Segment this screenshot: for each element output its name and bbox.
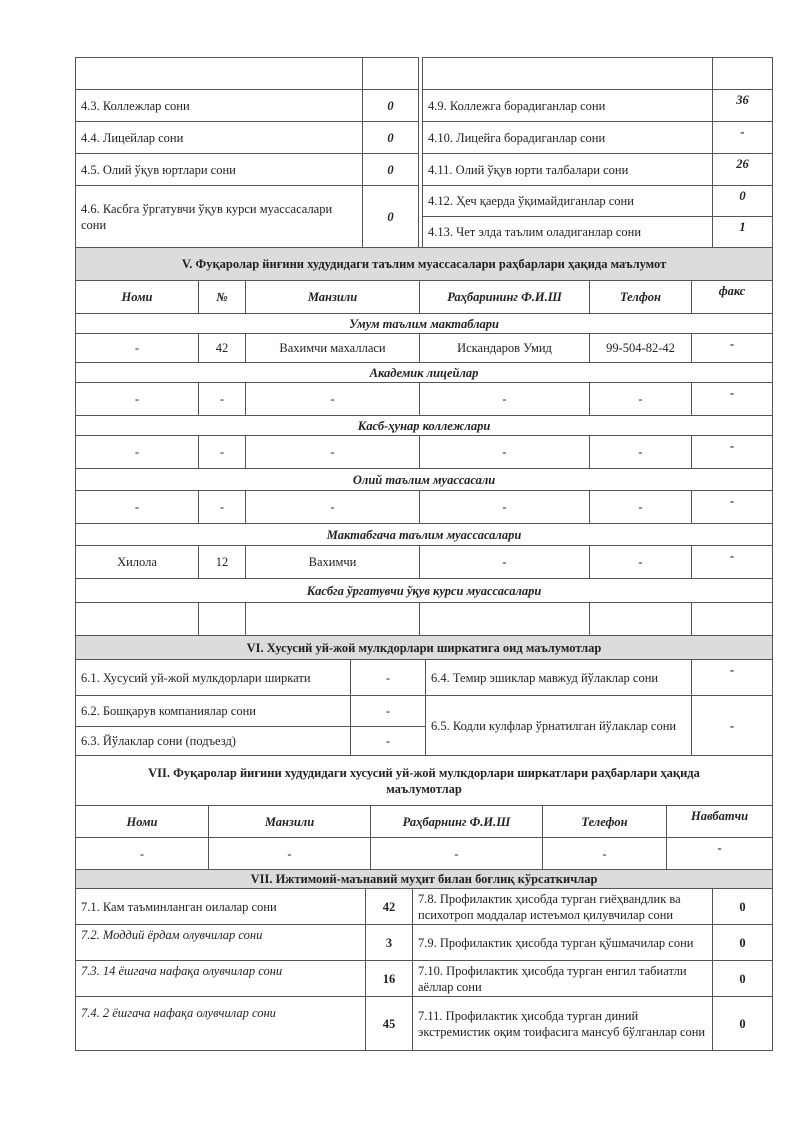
section-vii-indicators-title: VII. Ижтимоий-маънавий муҳит билан боғлиқ кўрсаткичлар <box>76 870 773 889</box>
document-page <box>75 57 772 1051</box>
table-row: - 42 Вахимчи махалласи Искандаров Умид 99-504-82-42 - <box>76 334 773 363</box>
section-v-title: V. Фуқаролар йиғини худудидаги таълим муассасалари раҳбарлари ҳақида маълумот <box>76 248 773 281</box>
label-4-9: 4.9. Коллежга борадиганлар сони <box>423 90 713 122</box>
value-4-4: 0 <box>363 122 419 154</box>
housing-leaders-table <box>75 755 773 870</box>
education-stats-table <box>75 57 773 248</box>
table-row <box>76 186 773 217</box>
table-row: 7.4. 2 ёшгача нафақа олувчилар сони 45 7.11. Профилактик ҳисобда турган диний экстремистик оқим тоифасига мансуб бўлганлар сони 0 <box>76 997 773 1051</box>
table-row: 7.1. Кам таъминланган оилалар сони 42 7.8. Профилактик ҳисобда турган гиёҳвандлик ва психотроп моддалар истеъмол қилувчилар сони 0 <box>76 889 773 925</box>
table-row: 6.3. Йўлаклар сони (подъезд) - <box>76 727 773 756</box>
label-4-12: 4.12. Ҳеч қаерда ўқимайдиганлар сони <box>423 186 713 217</box>
group-title: Касбга ўргатувчи ўқув курси муассасалари <box>76 579 773 603</box>
table-row: - - - - - - <box>76 491 773 524</box>
header-row: Номи Манзили Раҳбарнинг Ф.И.Ш Телефон Навбатчи <box>76 806 773 838</box>
group-title: Олий таълим муассасали <box>76 469 773 491</box>
value-4-13: 1 <box>713 217 773 248</box>
table-row: 6.2. Бошқарув компаниялар сони - 6.5. Кодли кулфлар ўрнатилган йўлаклар сони - <box>76 696 773 727</box>
table-row: - - - - - - <box>76 436 773 469</box>
label-4-11: 4.11. Олий ўқув юрти талбалари сони <box>423 154 713 186</box>
table-row: 7.3. 14 ёшгача нафақа олувчилар сони 16 7.10. Профилактик ҳисобда турган енгил табиатли аёллар сони 0 <box>76 961 773 997</box>
table-row <box>76 90 773 122</box>
table-row: 7.2. Моддий ёрдам олувчилар сони 3 7.9. Профилактик ҳисобда турган қўшмачилар сони 0 <box>76 925 773 961</box>
group-title: Касб-ҳунар коллежлари <box>76 416 773 436</box>
value-4-6: 0 <box>363 186 419 248</box>
section-vi-title: VI. Хусусий уй-жой мулкдорлари ширкатига оид маълумотлар <box>76 636 773 660</box>
value-4-12: 0 <box>713 186 773 217</box>
table-row: 6.1. Хусусий уй-жой мулкдорлари ширкати - 6.4. Темир эшиклар мавжуд йўлаклар сони - <box>76 660 773 696</box>
table-row <box>76 154 773 186</box>
social-indicators-table <box>75 869 773 1051</box>
group-title: Умум таълим мактаблари <box>76 314 773 334</box>
value-4-5: 0 <box>363 154 419 186</box>
label-4-6: 4.6. Касбга ўргатувчи ўқув курси муассасалари сони <box>76 186 363 248</box>
table-row: Хилола 12 Вахимчи - - - <box>76 546 773 579</box>
institutions-table <box>75 247 773 636</box>
table-row <box>76 122 773 154</box>
label-4-5: 4.5. Олий ўқув юртлари сони <box>76 154 363 186</box>
value-4-11: 26 <box>713 154 773 186</box>
header-row: Номи № Манзили Раҳбарининг Ф.И.Ш Телфон факс <box>76 281 773 314</box>
label-4-13: 4.13. Чет элда таълим оладиганлар сони <box>423 217 713 248</box>
section-vii-leaders-title: VII. Фуқаролар йиғини худудидаги хусусий уй-жой мулкдорлари ширкатлари раҳбарлари ҳақида маълумотлар <box>76 756 773 806</box>
table-row: - - - - - <box>76 838 773 870</box>
housing-association-table <box>75 635 773 756</box>
label-4-10: 4.10. Лицейга борадиганлар сони <box>423 122 713 154</box>
value-4-9: 36 <box>713 90 773 122</box>
table-row: - - - - - - <box>76 383 773 416</box>
value-4-3: 0 <box>363 90 419 122</box>
group-title: Академик лицейлар <box>76 363 773 383</box>
label-4-3: 4.3. Коллежлар сони <box>76 90 363 122</box>
value-4-10: - <box>713 122 773 154</box>
table-row <box>76 58 773 90</box>
group-title: Мактабгача таълим муассасалари <box>76 524 773 546</box>
table-row <box>76 603 773 636</box>
label-4-4: 4.4. Лицейлар сони <box>76 122 363 154</box>
